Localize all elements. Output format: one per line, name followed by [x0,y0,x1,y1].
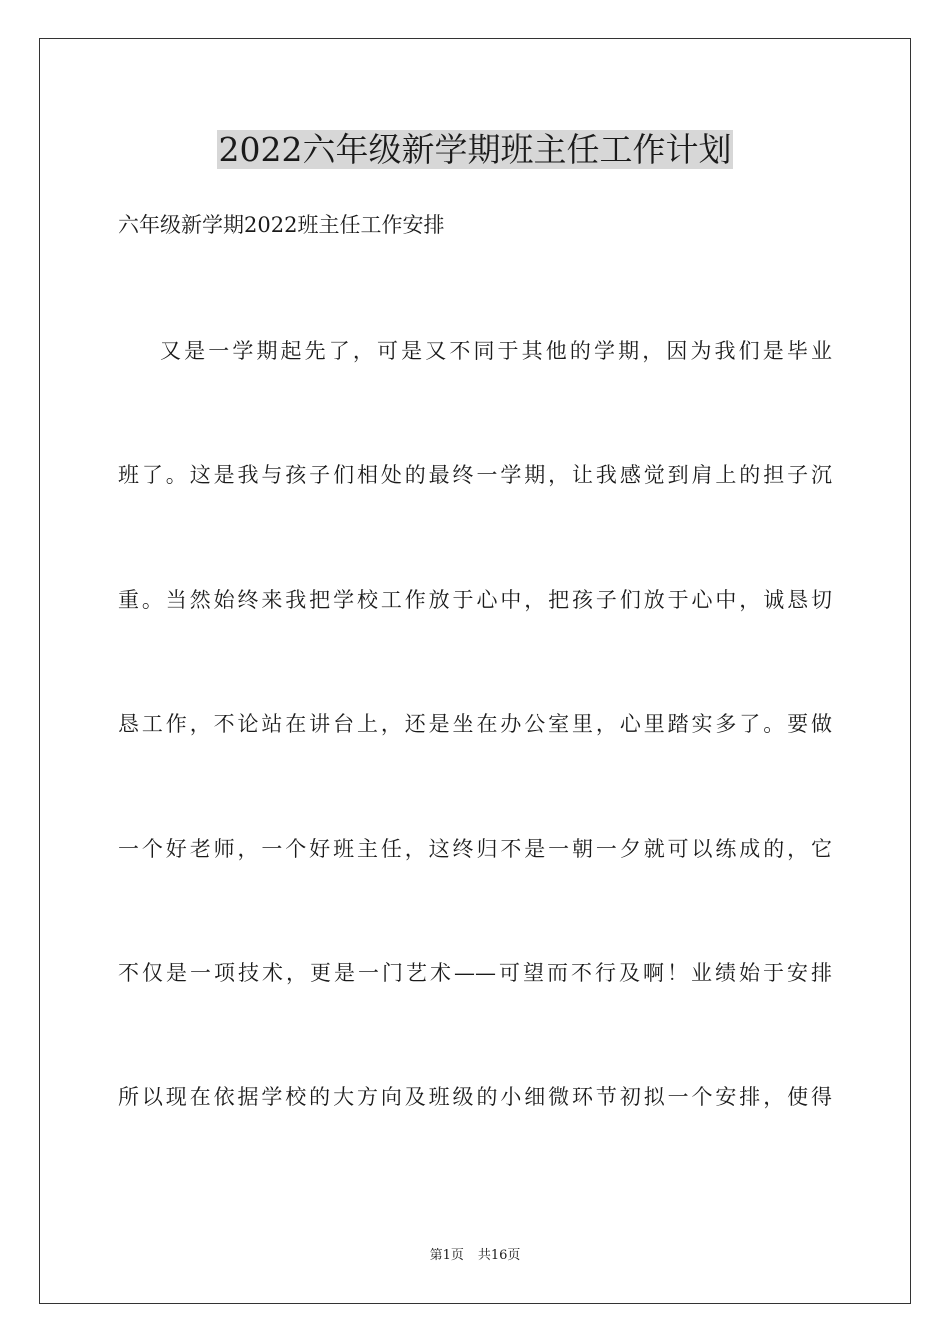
document-subtitle: 六年级新学期2022班主任工作安排 [118,213,445,237]
page-footer [0,1247,950,1265]
body-line-4: 恳工作，不论站在讲台上，还是坐在办公室里，心里踏实多了。要做 [118,712,832,736]
body-line-7: 所以现在依据学校的大方向及班级的小细微环节初拟一个安排，使得 [118,1085,832,1109]
body-line-5: 一个好老师，一个好班主任，这终归不是一朝一夕就可以练成的，它 [118,837,832,861]
document-title-text: 2022六年级新学期班主任工作计划 [218,130,732,169]
body-line-2: 班了。这是我与孩子们相处的最终一学期，让我感觉到肩上的担子沉 [118,463,832,487]
body-line-1: 又是一学期起先了，可是又不同于其他的学期，因为我们是毕业 [160,339,832,363]
page-number: 第1页 [429,1248,464,1263]
body-line-3: 重。当然始终来我把学校工作放于心中，把孩子们放于心中，诚恳切 [118,588,832,612]
body-line-6: 不仅是一项技术，更是一门艺术——可望而不行及啊！业绩始于安排 [118,961,832,985]
document-title [0,130,950,170]
page-total: 共16页 [477,1248,521,1263]
